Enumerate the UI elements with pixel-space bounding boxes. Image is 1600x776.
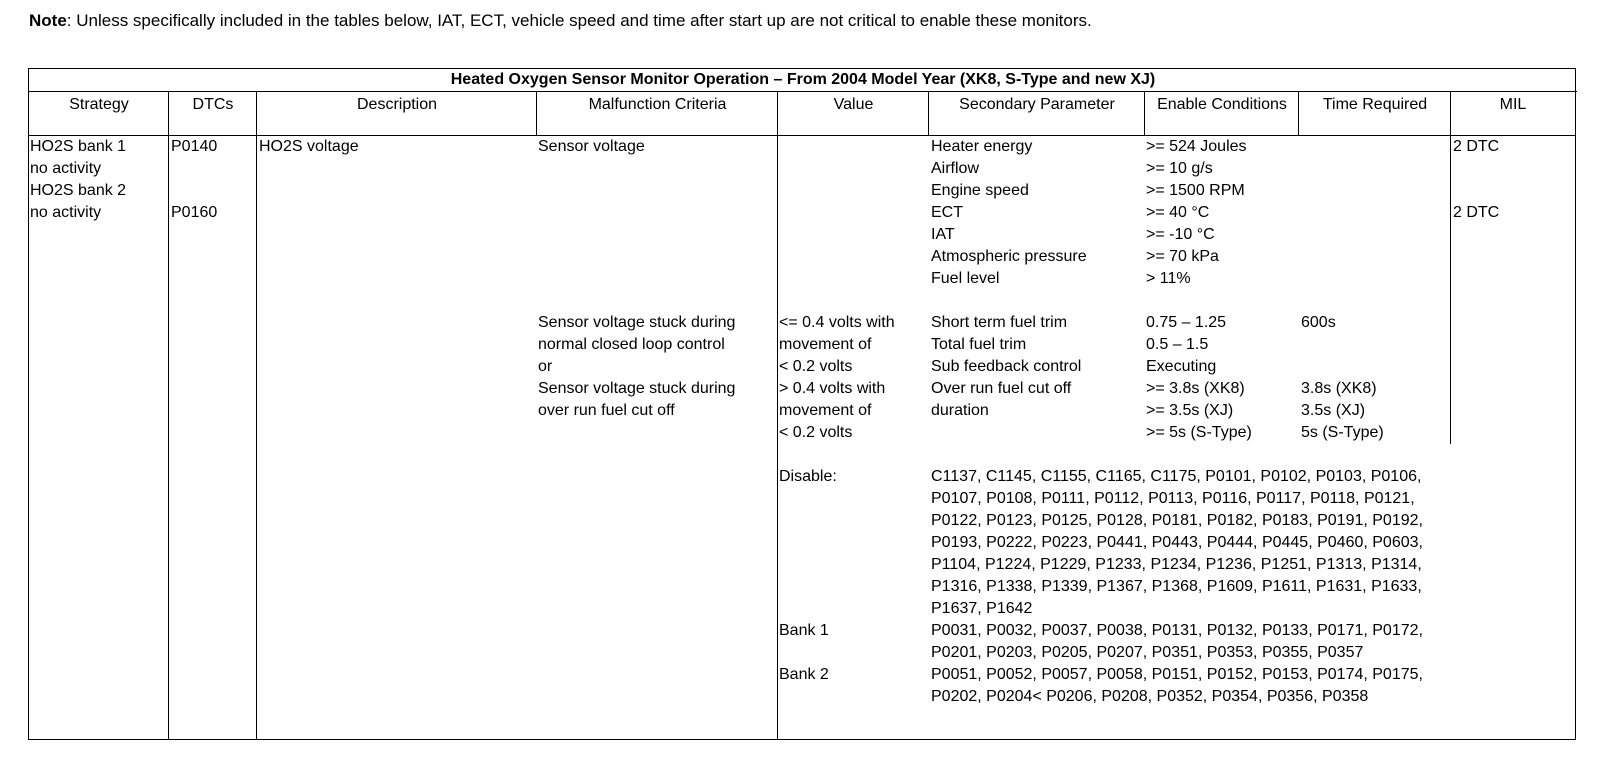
bank2-codes-line: P0051, P0052, P0057, P0058, P0151, P0152, P0153, P0174, P0175,	[931, 666, 1423, 683]
secondary-line: Total fuel trim	[931, 336, 1027, 353]
dtc-p0160: P0160	[171, 204, 218, 221]
malfunction-sensor-voltage: Sensor voltage	[538, 138, 645, 155]
disable-label: Disable:	[779, 468, 837, 485]
note-label: Note	[29, 11, 67, 30]
bank1-label: Bank 1	[779, 622, 829, 639]
enable-line: Executing	[1146, 358, 1217, 375]
bank2-label: Bank 2	[779, 666, 829, 683]
time-line	[1301, 356, 1384, 378]
bank1-codes-line: P0201, P0203, P0205, P0207, P0351, P0353, P0355, P0357	[931, 644, 1364, 661]
secondary-line: Over run fuel cut off	[931, 380, 1072, 397]
value-thresholds	[779, 312, 895, 444]
time-line: 3.8s (XK8)	[1301, 380, 1377, 397]
value-line: < 0.2 volts	[779, 358, 853, 375]
malfunction-line: Sensor voltage stuck during	[538, 380, 736, 397]
col-divider	[928, 92, 929, 135]
col-divider	[777, 92, 778, 739]
note-text: : Unless specifically included in the tables below, IAT, ECT, vehicle speed and time after start up are not critical to enable these monitors.	[66, 11, 1092, 30]
hego-monitor-table	[28, 68, 1576, 740]
mil-bank2: 2 DTC	[1453, 204, 1500, 221]
secondary-parameters-2	[931, 312, 1081, 422]
strategy-line: HO2S bank 2	[30, 182, 127, 199]
col-divider	[1144, 92, 1145, 135]
time-line: 5s (S-Type)	[1301, 424, 1384, 441]
secondary-line: Fuel level	[931, 270, 1000, 287]
header-secondary-parameter: Secondary Parameter	[959, 96, 1115, 113]
col-divider	[168, 92, 169, 739]
header-dtcs: DTCs	[192, 96, 234, 113]
enable-line: >= 524 Joules	[1146, 138, 1247, 155]
disable-codes-line: P0107, P0108, P0111, P0112, P0113, P0116, P0117, P0118, P0121,	[931, 490, 1415, 507]
value-line: < 0.2 volts	[779, 424, 853, 441]
disable-codes-line: P0193, P0222, P0223, P0441, P0443, P0444, P0445, P0460, P0603,	[931, 534, 1423, 551]
malfunction-line: over run fuel cut off	[538, 402, 675, 419]
time-required	[1301, 312, 1384, 444]
value-line: movement of	[779, 402, 872, 419]
header-value: Value	[833, 96, 874, 113]
strategy-cell	[30, 136, 126, 224]
secondary-line: Short term fuel trim	[931, 314, 1068, 331]
enable-conditions-1	[1146, 136, 1247, 290]
secondary-line: Airflow	[931, 160, 980, 177]
header-mil: MIL	[1499, 96, 1527, 113]
secondary-line: Heater energy	[931, 138, 1033, 155]
note	[29, 11, 1092, 31]
secondary-line: duration	[931, 402, 989, 419]
col-divider	[1450, 92, 1451, 444]
enable-line: >= 40 °C	[1146, 204, 1210, 221]
secondary-line: ECT	[931, 204, 963, 221]
time-line: 600s	[1301, 314, 1336, 331]
enable-line: >= -10 °C	[1146, 226, 1215, 243]
enable-line: >= 70 kPa	[1146, 248, 1219, 265]
malfunction-line: or	[538, 358, 553, 375]
strategy-line: no activity	[30, 160, 102, 177]
bank1-codes-line: P0031, P0032, P0037, P0038, P0131, P0132, P0133, P0171, P0172,	[931, 622, 1423, 639]
enable-line: 0.75 – 1.25	[1146, 314, 1227, 331]
time-line: 3.5s (XJ)	[1301, 402, 1366, 419]
enable-line: >= 1500 RPM	[1146, 182, 1245, 199]
enable-line: >= 5s (S-Type)	[1146, 424, 1252, 441]
strategy-line: no activity	[30, 204, 102, 221]
bank1-codes	[931, 620, 1423, 664]
disable-codes-line: P1316, P1338, P1339, P1367, P1368, P1609, P1611, P1631, P1633,	[931, 578, 1422, 595]
enable-line: >= 3.8s (XK8)	[1146, 380, 1245, 397]
disable-codes-line: P1637, P1642	[931, 600, 1033, 617]
enable-line: >= 10 g/s	[1146, 160, 1213, 177]
col-divider	[256, 92, 257, 739]
enable-line: > 11%	[1146, 270, 1191, 287]
malfunction-line: Sensor voltage stuck during	[538, 314, 736, 331]
secondary-line: Sub feedback control	[931, 358, 1082, 375]
bank2-codes-line: P0202, P0204< P0206, P0208, P0352, P0354, P0356, P0358	[931, 688, 1369, 705]
table-title: Heated Oxygen Sensor Monitor Operation – From 2004 Model Year (XK8, S-Type and new XJ)	[29, 69, 1577, 92]
disable-codes	[931, 466, 1423, 620]
header-time-required: Time Required	[1322, 96, 1428, 113]
time-line	[1301, 334, 1384, 356]
col-divider	[1298, 92, 1299, 135]
enable-line: 0.5 – 1.5	[1146, 336, 1209, 353]
secondary-parameters-1	[931, 136, 1087, 290]
malfunction-line: normal closed loop control	[538, 336, 725, 353]
strategy-line: HO2S bank 1	[30, 138, 127, 155]
disable-codes-line: P1104, P1224, P1229, P1233, P1234, P1236, P1251, P1313, P1314,	[931, 556, 1422, 573]
secondary-line: Engine speed	[931, 182, 1029, 199]
bank2-codes	[931, 664, 1423, 708]
disable-codes-line: P0122, P0123, P0125, P0128, P0181, P0182, P0183, P0191, P0192,	[931, 512, 1423, 529]
description-cell: HO2S voltage	[259, 138, 359, 155]
enable-line: >= 3.5s (XJ)	[1146, 402, 1234, 419]
secondary-line: Atmospheric pressure	[931, 248, 1087, 265]
header-description: Description	[356, 96, 438, 113]
header-malfunction-criteria: Malfunction Criteria	[588, 96, 727, 113]
header-enable-conditions: Enable Conditions	[1157, 96, 1287, 113]
enable-conditions-2	[1146, 312, 1252, 444]
secondary-line: IAT	[931, 226, 955, 243]
value-line: > 0.4 volts with	[779, 380, 886, 397]
header-strategy: Strategy	[69, 96, 129, 113]
value-line: movement of	[779, 336, 872, 353]
value-line: <= 0.4 volts with	[779, 314, 895, 331]
mil-bank1: 2 DTC	[1453, 138, 1500, 155]
col-divider	[536, 92, 537, 135]
disable-codes-line: C1137, C1145, C1155, C1165, C1175, P0101, P0102, P0103, P0106,	[931, 468, 1422, 485]
dtc-p0140: P0140	[171, 138, 218, 155]
malfunction-stuck-criteria	[538, 312, 735, 422]
